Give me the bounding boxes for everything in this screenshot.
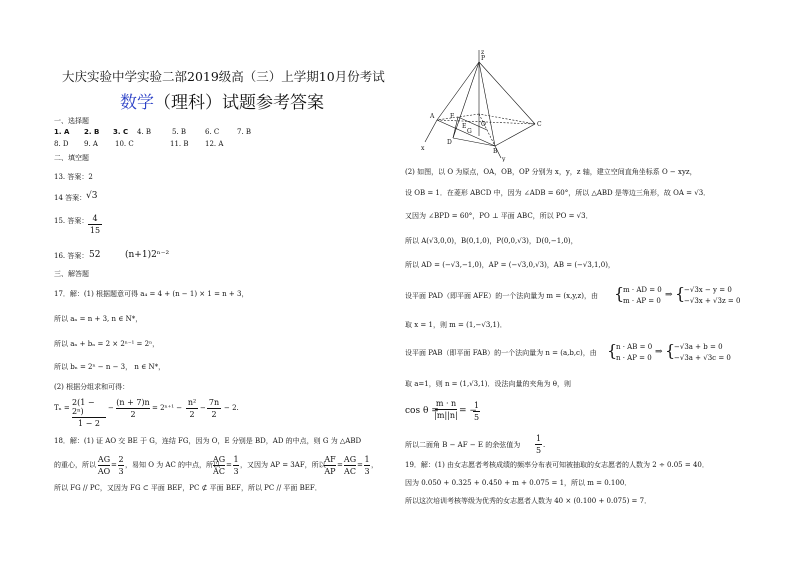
p17-frac1 bbox=[72, 398, 106, 428]
answer-4: 4. B bbox=[137, 128, 152, 136]
p18-eq3: = bbox=[337, 461, 343, 469]
answer-14-value: √3 bbox=[86, 191, 98, 201]
r-cos-num: m · n bbox=[435, 399, 457, 408]
label-f: F bbox=[450, 113, 455, 120]
p18-frac-2-3a-den: 3 bbox=[118, 467, 124, 476]
p18-frac-2-3a-num: 2 bbox=[118, 455, 124, 464]
r-cos-value-den: 5 bbox=[473, 413, 480, 422]
section3-heading: 三、解答题 bbox=[54, 270, 89, 278]
answer-11: 11. B bbox=[170, 140, 189, 148]
r-answer-den: 5 bbox=[535, 446, 542, 455]
p17-sum-end: − 2. bbox=[224, 404, 239, 412]
p18-frac-ag-ac-2-num: AG bbox=[343, 455, 357, 464]
label-z: z bbox=[481, 50, 485, 56]
p18-frac-ag-num: AG bbox=[97, 455, 111, 464]
label-c: C bbox=[537, 121, 542, 128]
r-line1: (2) 如图，以 O 为原点，OA，OB，OP 分别为 x，y，z 轴，建立空间直角坐标系 O − xyz， bbox=[405, 168, 697, 176]
label-e: E bbox=[462, 123, 467, 130]
p18-eq4: = bbox=[357, 461, 363, 469]
p18-frac-ag-ac-num: AG bbox=[212, 455, 226, 464]
p17-line3: 所以 aₙ + bₙ = 2 × 2ⁿ⁻¹ = 2ⁿ， bbox=[54, 340, 160, 348]
r-line6b2: m · AP = 0 bbox=[623, 297, 661, 305]
p17-frac3-num: n² bbox=[187, 398, 197, 407]
p17-frac2-den: 2 bbox=[130, 410, 136, 419]
p18-line2d: ， bbox=[371, 461, 378, 469]
p18-frac-ag-den: AO bbox=[97, 467, 111, 476]
implies-2: ⇒ bbox=[655, 347, 663, 357]
p18-line2a: 的重心，所以 bbox=[54, 461, 96, 469]
answer-16-value-1: 52 bbox=[89, 250, 101, 260]
p18-line2b: ，易知 O 为 AC 的中点，所以 bbox=[125, 461, 221, 469]
doc-title-rest: （理科）试题参考答案 bbox=[154, 93, 324, 113]
p17-frac2-num: (n + 7)n bbox=[116, 398, 150, 407]
doc-title bbox=[120, 93, 324, 113]
r-line2: 设 OB = 1．在菱形 ABCD 中，因为 ∠ADB = 60°，所以 △ABD 是等边三角形，故 OA = √3． bbox=[405, 189, 711, 197]
answer-16-value-2: (n+1)2ⁿ⁻² bbox=[125, 250, 170, 260]
r-line7: 取 x = 1，则 m = (1,−√3,1)． bbox=[405, 321, 507, 329]
p17-frac4 bbox=[207, 398, 221, 419]
p18-frac-ag-ao bbox=[98, 455, 110, 476]
answer-13: 13. 答案：2 bbox=[54, 173, 93, 181]
p18-frac-1-3b-num: 1 bbox=[364, 455, 370, 464]
answer-15-label: 15. 答案： bbox=[54, 217, 89, 225]
r-line6b1: m · AD = 0 bbox=[623, 286, 662, 294]
p18-eq1: = bbox=[111, 461, 117, 469]
brace-4: { bbox=[665, 341, 676, 360]
p18-frac-1-3b-den: 3 bbox=[364, 467, 370, 476]
r-line8c1: −√3a + b = 0 bbox=[674, 343, 723, 351]
p18-frac-af-den: AP bbox=[324, 467, 336, 476]
p18-frac-1-3a bbox=[233, 455, 239, 476]
r-line14: 所以这次培训考核等级为优秀的女志愿者人数为 40 × (0.100 + 0.075) = 7． bbox=[405, 497, 652, 505]
r-line11-end: . bbox=[543, 441, 546, 449]
label-b: B bbox=[493, 148, 498, 155]
r-answer-frac bbox=[535, 434, 542, 455]
p17-frac1-den: 1 − 2 bbox=[78, 419, 100, 428]
p17-frac1-num: 2(1 − 2ⁿ) bbox=[72, 398, 95, 416]
p18-frac-2-3a bbox=[118, 455, 124, 476]
answer-3: 3. C bbox=[113, 128, 129, 136]
answer-15-fraction bbox=[88, 214, 102, 235]
p17-sum-mid: = 2ⁿ⁺¹ − bbox=[152, 404, 183, 412]
p18-frac-ag-ac-den: AC bbox=[213, 467, 225, 476]
p18-frac-1-3a-den: 3 bbox=[233, 467, 239, 476]
answer-1: 1. A bbox=[54, 128, 70, 136]
p17-frac3-den: 2 bbox=[189, 410, 195, 419]
r-cos-value bbox=[473, 401, 480, 422]
label-o: O bbox=[481, 121, 486, 128]
p18-frac-ag-ac-2-den: AC bbox=[344, 467, 356, 476]
p18-frac-ag-ac-2 bbox=[344, 455, 356, 476]
p17-minus: − bbox=[108, 404, 114, 412]
answer-15-denominator: 15 bbox=[89, 226, 101, 235]
answer-15-numerator: 4 bbox=[92, 214, 98, 223]
r-cos-lhs: cos θ = bbox=[405, 406, 439, 416]
p18-frac-1-3b bbox=[364, 455, 370, 476]
label-d: D bbox=[447, 139, 452, 146]
p17-minus2: − bbox=[200, 404, 206, 412]
p17-sum-lhs: Tₙ = bbox=[54, 404, 70, 412]
section1-heading: 一、选择题 bbox=[54, 117, 89, 125]
p17-frac3 bbox=[186, 398, 198, 419]
r-line13: 因为 0.050 + 0.325 + 0.450 + m + 0.075 = 1，所以 m = 0.100． bbox=[405, 479, 632, 487]
r-line8b1: n · AB = 0 bbox=[616, 343, 653, 351]
p17-line1: 17．解：(1) 根据题意可得 a₄ = 4 + (n − 1) × 1 = n + 3， bbox=[54, 290, 249, 298]
p18-frac-ag-ac bbox=[213, 455, 225, 476]
p18-eq2: = bbox=[226, 461, 232, 469]
r-cos-den: |m||n| bbox=[434, 411, 458, 420]
r-cos-rhs: = − bbox=[459, 406, 477, 416]
r-line5: 所以 AD = (−√3,−1,0)，AP = (−√3,0,√3)，AB = (−√3,1,0)， bbox=[405, 261, 615, 269]
r-line6c2: −√3x + √3z = 0 bbox=[684, 297, 741, 305]
r-line8b2: n · AP = 0 bbox=[616, 354, 652, 362]
p18-line1: 18．解：(1) 证 AO 交 BE 于 G，连结 FG，因为 O，E 分别是 BD，AD 的中点，则 G 为 △ABD bbox=[54, 437, 362, 445]
answer-2: 2. B bbox=[84, 128, 100, 136]
answer-6: 6. C bbox=[205, 128, 220, 136]
answer-5: 5. B bbox=[172, 128, 187, 136]
r-line12: 19．解：(1) 由女志愿者考核成绩的频率分布表可知被抽取的女志愿者的人数为 2 ÷ 0.05 = 40． bbox=[405, 461, 709, 469]
r-line3: 又因为 ∠BPD = 60°，PO ⊥ 平面 ABC，所以 PO = √3． bbox=[405, 212, 593, 220]
p18-line3: 所以 FG // PC，又因为 FG ⊂ 平面 BEF，PC ⊄ 平面 BEF，所以 PC // 平面 BEF． bbox=[54, 484, 322, 492]
label-y: y bbox=[502, 156, 506, 162]
p18-line2c: ，又因为 AP = 3AF，所以 bbox=[240, 461, 326, 469]
p17-frac2 bbox=[116, 398, 150, 419]
p17-line4: 所以 bₙ = 2ⁿ − n − 3， n ∈ N*， bbox=[54, 363, 166, 371]
p17-frac4-num: 7n bbox=[208, 398, 220, 407]
r-line11: 所以二面角 B − AF − E 的余弦值为 bbox=[405, 441, 521, 449]
r-line9: 取 a=1，则 n = (1,√3,1)．设法向量的夹角为 θ，则 bbox=[405, 380, 571, 388]
p17-frac4-den: 2 bbox=[211, 410, 217, 419]
r-cos-frac bbox=[435, 399, 457, 420]
r-answer-num: 1 bbox=[535, 434, 542, 443]
section2-heading: 二、填空题 bbox=[54, 154, 89, 162]
brace-3: { bbox=[607, 341, 618, 360]
label-x: x bbox=[421, 145, 425, 152]
right-column bbox=[397, 0, 794, 561]
p18-frac-af-num: AF bbox=[324, 455, 336, 464]
answer-16-label: 16. 答案： bbox=[54, 252, 89, 260]
label-a: A bbox=[430, 113, 435, 120]
p18-frac-af-ap bbox=[324, 455, 336, 476]
answer-7: 7. B bbox=[237, 128, 252, 136]
r-line8a: 设平面 PAB（即平面 FAB）的一个法向量为 n = (a,b,c)，由 bbox=[405, 349, 597, 357]
answer-14-label: 14 答案： bbox=[54, 194, 87, 202]
brace-2: { bbox=[675, 284, 686, 303]
r-line8c2: −√3a + √3c = 0 bbox=[674, 354, 731, 362]
r-line4: 所以 A(√3,0,0)，B(0,1,0)，P(0,0,√3)，D(0,−1,0)， bbox=[405, 237, 578, 245]
answer-8: 8. D bbox=[54, 140, 69, 148]
label-p: P bbox=[481, 55, 486, 62]
label-g: G bbox=[467, 128, 472, 135]
exam-title: 大庆实验中学实验二部2019级高（三）上学期10月份考试 bbox=[62, 69, 385, 84]
p17-line5: (2) 根据分组求和可得： bbox=[54, 383, 130, 391]
r-cos-value-num: 1 bbox=[473, 401, 480, 410]
brace-1: { bbox=[614, 284, 625, 303]
r-line6a: 设平面 PAD（即平面 AFE）的一个法向量为 m = (x,y,z)，由 bbox=[405, 292, 598, 300]
answer-10: 10. C bbox=[115, 140, 134, 148]
p17-line2: 所以 aₙ = n + 3, n ∈ N*， bbox=[54, 315, 143, 323]
answer-9: 9. A bbox=[84, 140, 98, 148]
doc-title-subject: 数学 bbox=[120, 93, 154, 113]
implies-1: ⇒ bbox=[665, 290, 673, 300]
r-line6c1: −√3x − y = 0 bbox=[684, 286, 732, 294]
p18-frac-1-3a-num: 1 bbox=[233, 455, 239, 464]
pyramid-figure bbox=[397, 50, 557, 162]
answer-12: 12. A bbox=[205, 140, 224, 148]
